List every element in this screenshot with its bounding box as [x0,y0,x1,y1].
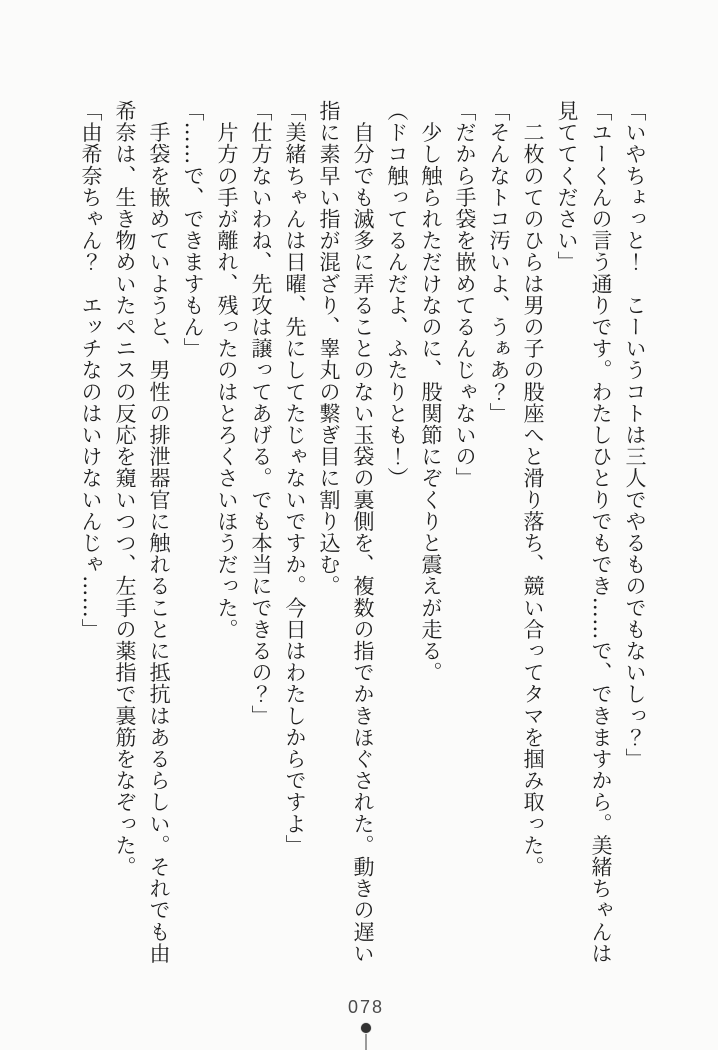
text-line: 「だから手袋を嵌めてるんじゃないの」 [453,100,477,489]
folio-ornament-dot [361,1023,371,1033]
text-line: 見ててください」 [555,100,579,273]
text-line: （ドコ触ってるんだよ、ふたりとも！） [385,100,409,489]
text-line: 手袋を嵌めていようと、男性の排泄器官に触れることに抵抗はあるらしい。それでも由 [147,100,171,964]
text-line: 希奈は、生き物めいたペニスの反応を窺いつつ、左手の薬指で裏筋をなぞった。 [113,100,137,878]
text-line: 自分でも滅多に弄ることのない玉袋の裏側を、複数の指でかきほぐされた。動きの遅い [351,100,375,964]
text-line: 「美緒ちゃんは日曜、先にしてたじゃないですか。今日はわたしからですよ」 [283,100,307,856]
text-line: 指に素早い指が混ざり、睾丸の繋ぎ目に割り込む。 [317,100,341,597]
text-line: 片方の手が離れ、残ったのはとろくさいほうだった。 [215,100,239,640]
text-line: 「由希奈ちゃん？ エッチなのはいけないんじゃ……」 [79,100,103,640]
vertical-text-block [74,100,652,964]
text-line: 少し触られただけなのに、股関節にぞくりと震えが走る。 [419,100,443,684]
text-line: 「仕方ないわね、先攻は譲ってあげる。でも本当にできるの？」 [249,100,273,727]
text-line: 二枚のてのひらは男の子の股座へと滑り落ち、競い合ってタマを掴み取った。 [521,100,545,878]
folio-ornament-line [365,1034,367,1050]
text-line: 「そんなトコ汚いよ、うぁあ？」 [487,100,511,424]
page-number: 078 [347,997,385,1017]
text-line: 「ユーくんの言う通りです。わたしひとりでもでき……で、できますから。美緒ちゃんは [589,100,613,964]
text-line: 「……で、できますもん」 [181,100,205,360]
text-line: 「いやちょっと！ こーいうコトは三人でやるものでもないしっ？」 [623,100,647,770]
